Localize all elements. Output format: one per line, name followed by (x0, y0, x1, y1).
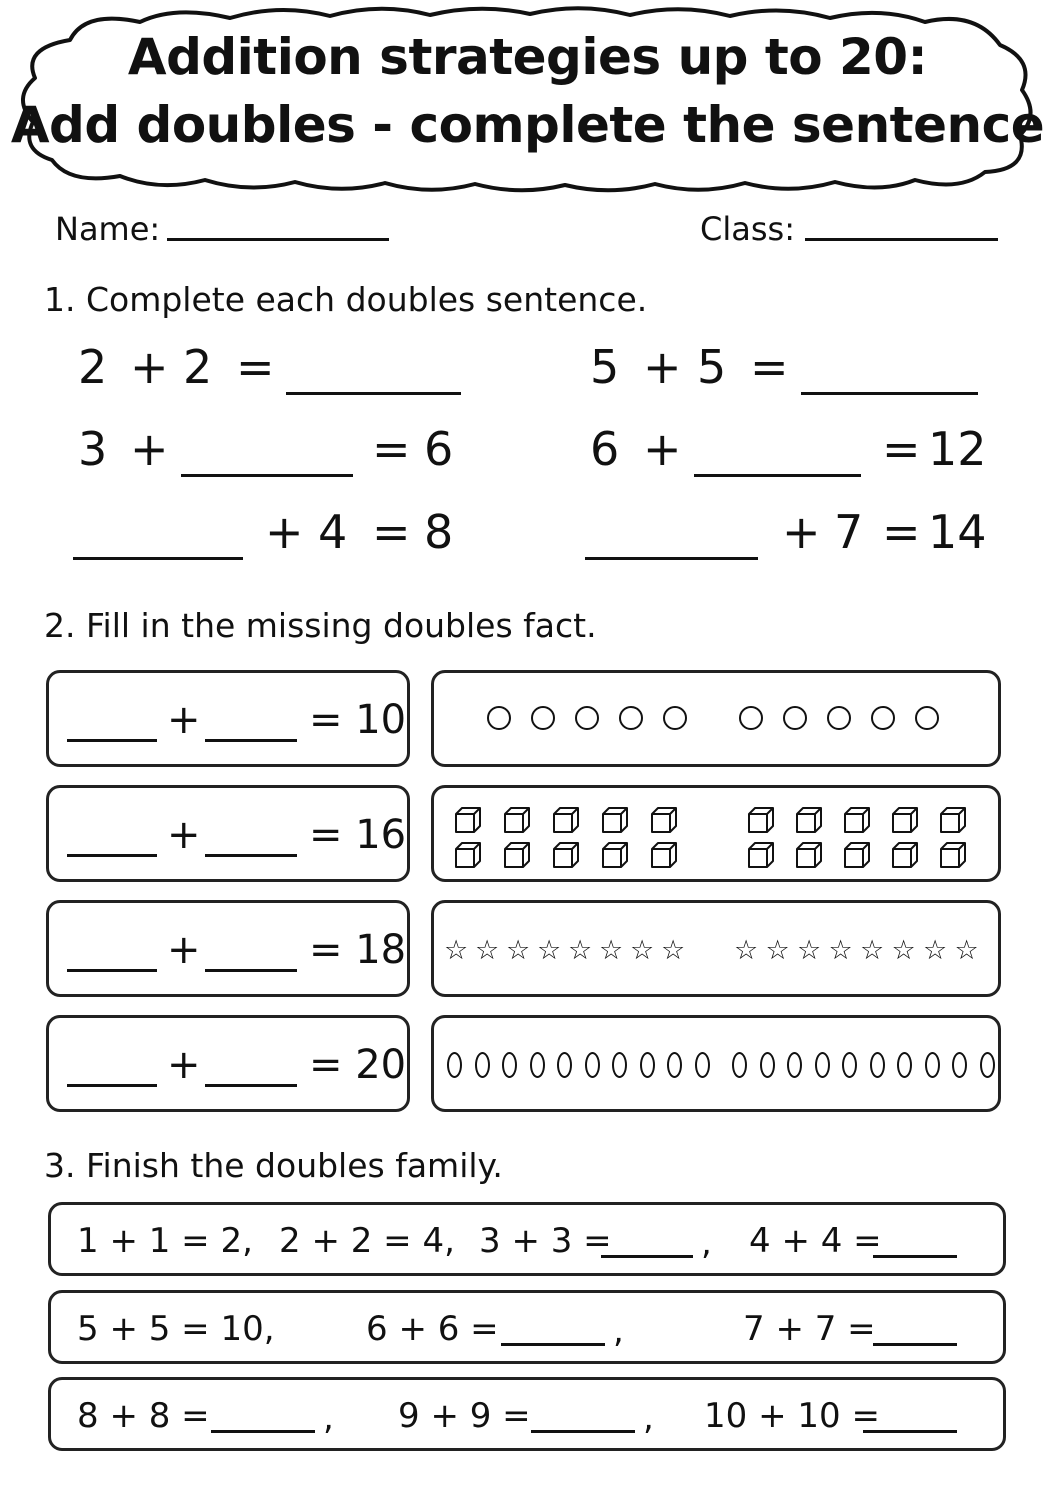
oval-icon (557, 1052, 572, 1078)
family-fact: 3 + 3 = (479, 1221, 612, 1261)
oval-icon (530, 1052, 545, 1078)
fact-picture-box (431, 785, 1001, 882)
family-fact: 5 + 5 = 10, (77, 1309, 275, 1349)
name-label: Name: (55, 210, 161, 248)
addend-blank[interactable] (205, 1084, 297, 1087)
cube-icon (503, 841, 531, 869)
eq3-equals: = (372, 422, 411, 476)
family-fact: 7 + 7 = (743, 1309, 876, 1349)
circle-icon (531, 706, 555, 730)
cube-icon (891, 841, 919, 869)
family-answer-blank[interactable] (211, 1430, 315, 1433)
eq5-equals: = (372, 505, 411, 559)
fact-picture-box (431, 670, 1001, 767)
plus-sign: + (167, 1042, 201, 1088)
cube-icon (795, 806, 823, 834)
eq5-total: 8 (424, 505, 454, 559)
circle-icon (915, 706, 939, 730)
cube-icon (891, 806, 919, 834)
oval-icon (732, 1052, 747, 1078)
oval-icon (612, 1052, 627, 1078)
section-3-heading: 3. Finish the doubles family. (44, 1146, 503, 1185)
addend-blank[interactable] (205, 739, 297, 742)
eq1-term-b: 2 (183, 340, 213, 394)
title-line-2: Add doubles - complete the sentence (10, 96, 1045, 154)
family-answer-blank[interactable] (863, 1430, 957, 1433)
fact-equation-box (46, 1015, 410, 1112)
family-fact: 6 + 6 = (366, 1309, 499, 1349)
eq6-total: 14 (928, 505, 987, 559)
family-comma: , (613, 1311, 624, 1351)
circle-icon (783, 706, 807, 730)
cube-icon (601, 841, 629, 869)
section-2-heading: 2. Fill in the missing doubles fact. (44, 606, 597, 645)
family-row-1 (48, 1202, 1006, 1276)
star-icon: ☆ (599, 935, 624, 966)
circle-icon (575, 706, 599, 730)
star-icon: ☆ (444, 935, 469, 966)
eq1-term-a: 2 (78, 340, 108, 394)
star-icon: ☆ (797, 935, 822, 966)
fact-equation-box (46, 670, 410, 767)
cube-icon (747, 806, 775, 834)
oval-icon (695, 1052, 710, 1078)
eq4-equals: = (882, 422, 921, 476)
eq2-term-b: 5 (697, 340, 727, 394)
eq2-plus: + (643, 340, 682, 394)
eq3-plus: + (130, 422, 169, 476)
addend-blank[interactable] (67, 739, 157, 742)
oval-icon (952, 1052, 967, 1078)
oval-icon (815, 1052, 830, 1078)
star-icon: ☆ (923, 935, 948, 966)
eq4-term-a: 6 (590, 422, 620, 476)
eq5-plus: + (265, 505, 304, 559)
cube-icon (552, 841, 580, 869)
eq3-answer-blank[interactable] (181, 474, 353, 477)
family-comma: , (701, 1223, 712, 1263)
cube-icon (503, 806, 531, 834)
eq2-term-a: 5 (590, 340, 620, 394)
plus-sign: + (167, 697, 201, 743)
eq5-term-b: 4 (318, 505, 348, 559)
star-icon: ☆ (734, 935, 759, 966)
oval-icon (870, 1052, 885, 1078)
family-comma: , (643, 1398, 654, 1438)
cube-icon (650, 841, 678, 869)
fact-equation-box (46, 785, 410, 882)
class-field[interactable] (805, 238, 998, 241)
family-row-3 (48, 1377, 1006, 1451)
family-comma: , (323, 1398, 334, 1438)
star-icon: ☆ (506, 935, 531, 966)
eq3-total: 6 (424, 422, 454, 476)
star-icon: ☆ (661, 935, 686, 966)
cube-icon (939, 806, 967, 834)
fact-picture-box (431, 1015, 1001, 1112)
star-icon: ☆ (537, 935, 562, 966)
fact-total: = 16 (309, 812, 407, 858)
addend-blank[interactable] (67, 1084, 157, 1087)
cube-icon (843, 841, 871, 869)
cube-icon (601, 806, 629, 834)
eq2-equals: = (750, 340, 789, 394)
fact-total: = 18 (309, 927, 407, 973)
addend-blank[interactable] (67, 854, 157, 857)
family-answer-blank[interactable] (873, 1343, 957, 1346)
circle-icon (827, 706, 851, 730)
oval-icon (760, 1052, 775, 1078)
star-icon: ☆ (765, 935, 790, 966)
section-1-heading: 1. Complete each doubles sentence. (44, 280, 648, 319)
plus-sign: + (167, 812, 201, 858)
family-fact: 1 + 1 = 2, (77, 1221, 253, 1261)
star-icon: ☆ (954, 935, 979, 966)
cube-icon (795, 841, 823, 869)
oval-icon (475, 1052, 490, 1078)
fact-total: = 10 (309, 697, 407, 743)
addend-blank[interactable] (205, 854, 297, 857)
fact-picture-box (431, 900, 1001, 997)
circle-icon (663, 706, 687, 730)
addend-blank[interactable] (67, 969, 157, 972)
cube-icon (454, 841, 482, 869)
fact-equation-box (46, 900, 410, 997)
family-fact: 2 + 2 = 4, (279, 1221, 455, 1261)
cube-icon (939, 841, 967, 869)
eq4-answer-blank[interactable] (694, 474, 861, 477)
fact-total: = 20 (309, 1042, 407, 1088)
oval-icon (980, 1052, 995, 1078)
family-answer-blank[interactable] (873, 1255, 957, 1258)
eq4-plus: + (643, 422, 682, 476)
cube-icon (454, 806, 482, 834)
eq1-equals: = (236, 340, 275, 394)
family-answer-blank[interactable] (501, 1343, 605, 1346)
eq6-plus: + (782, 505, 821, 559)
cube-icon (650, 806, 678, 834)
oval-icon (447, 1052, 462, 1078)
plus-sign: + (167, 927, 201, 973)
eq4-total: 12 (928, 422, 987, 476)
star-icon: ☆ (630, 935, 655, 966)
oval-icon (502, 1052, 517, 1078)
eq6-term-b: 7 (834, 505, 864, 559)
circle-icon (487, 706, 511, 730)
oval-icon (585, 1052, 600, 1078)
cube-icon (552, 806, 580, 834)
star-icon: ☆ (891, 935, 916, 966)
class-label: Class: (700, 210, 795, 248)
family-fact: 8 + 8 = (77, 1396, 210, 1436)
oval-icon (842, 1052, 857, 1078)
oval-icon (667, 1052, 682, 1078)
oval-icon (787, 1052, 802, 1078)
family-fact: 4 + 4 = (749, 1221, 882, 1261)
cube-icon (747, 841, 775, 869)
eq3-term-a: 3 (78, 422, 108, 476)
eq2-answer-blank[interactable] (801, 392, 978, 395)
oval-icon (925, 1052, 940, 1078)
oval-icon (640, 1052, 655, 1078)
family-answer-blank[interactable] (601, 1255, 693, 1258)
oval-icon (897, 1052, 912, 1078)
title-line-1: Addition strategies up to 20: (127, 28, 928, 86)
eq1-answer-blank[interactable] (286, 392, 461, 395)
circle-icon (871, 706, 895, 730)
eq5-answer-blank[interactable] (73, 557, 243, 560)
circle-icon (619, 706, 643, 730)
star-icon: ☆ (860, 935, 885, 966)
family-fact: 10 + 10 = (704, 1396, 880, 1436)
star-icon: ☆ (475, 935, 500, 966)
eq1-plus: + (130, 340, 169, 394)
cube-icon (843, 806, 871, 834)
family-row-2 (48, 1290, 1006, 1364)
name-field[interactable] (167, 238, 389, 241)
addend-blank[interactable] (205, 969, 297, 972)
eq6-equals: = (882, 505, 921, 559)
star-icon: ☆ (568, 935, 593, 966)
star-icon: ☆ (828, 935, 853, 966)
circle-icon (739, 706, 763, 730)
family-fact: 9 + 9 = (398, 1396, 531, 1436)
eq6-answer-blank[interactable] (585, 557, 758, 560)
family-answer-blank[interactable] (531, 1430, 635, 1433)
